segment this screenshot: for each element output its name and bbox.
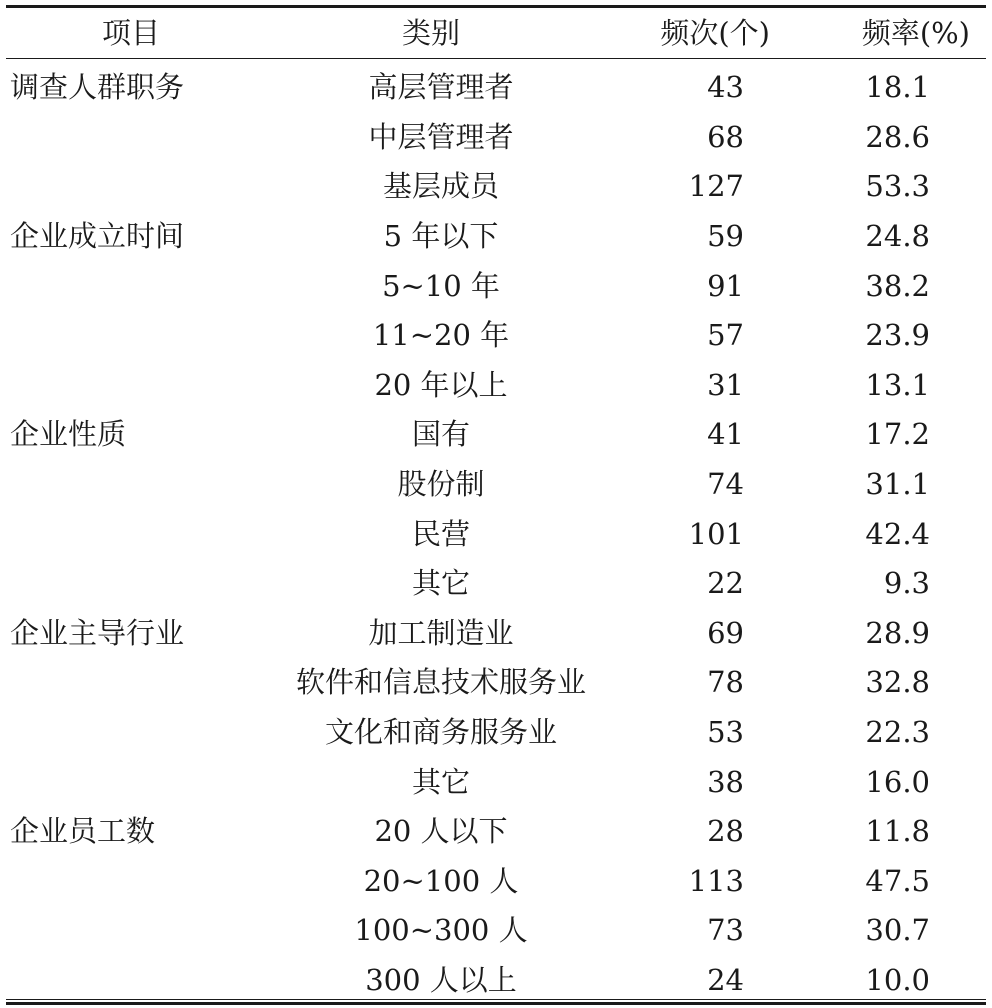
table-bottom-rule [6,999,986,1005]
category-cell: 基层成员 [382,169,499,204]
rate-cell: 53.3 [865,169,930,204]
table-row [6,212,986,262]
category-cell: 股份制 [397,467,485,502]
table-row [6,757,986,807]
rate-cell: 38.2 [865,268,930,303]
category-cell: 加工制造业 [368,615,514,650]
rate-cell: 24.8 [865,219,930,254]
frequency-cell: 74 [707,467,744,502]
frequency-cell: 28 [707,814,744,849]
rate-cell: 16.0 [865,764,930,799]
category-cell: 20~100 人 [363,863,519,898]
rate-cell: 10.0 [865,962,930,997]
rate-cell: 42.4 [865,516,930,551]
table-bottom-rule-thick [6,1002,986,1005]
frequency-cell: 113 [688,863,744,898]
category-cell: 20 人以下 [374,814,508,849]
table-row [6,361,986,411]
item-cell: 企业成立时间 [10,219,185,254]
table-row [6,410,986,460]
frequency-cell: 31 [707,367,744,402]
frequency-cell: 57 [707,318,744,353]
rate-cell: 23.9 [865,318,930,353]
table-header-row [6,8,986,58]
frequency-cell: 127 [688,169,744,204]
item-cell: 企业主导行业 [10,615,185,650]
frequency-cell: 43 [707,70,744,105]
header-category: 类别 [401,15,460,50]
rate-cell: 9.3 [883,566,930,601]
rate-cell: 22.3 [865,715,930,750]
rate-cell: 13.1 [865,367,930,402]
rate-cell: 17.2 [865,417,930,452]
table-row [6,311,986,361]
category-cell: 其它 [411,764,470,799]
header-frequency: 频次(个) [660,15,770,50]
statistics-table [6,5,986,1005]
category-cell: 中层管理者 [368,119,514,154]
frequency-cell: 22 [707,566,744,601]
header-item: 项目 [101,15,160,50]
frequency-cell: 73 [707,913,744,948]
item-cell: 企业性质 [10,417,127,452]
frequency-cell: 59 [707,219,744,254]
rate-cell: 18.1 [865,70,930,105]
table-row [6,261,986,311]
table-row [6,807,986,857]
table-row [6,460,986,510]
category-cell: 高层管理者 [368,70,514,105]
category-cell: 国有 [411,417,470,452]
category-cell: 民营 [411,516,470,551]
table-row [6,906,986,956]
rate-cell: 28.9 [865,615,930,650]
table-row [6,63,986,113]
category-cell: 软件和信息技术服务业 [295,665,586,700]
frequency-cell: 41 [707,417,744,452]
header-rate: 频率(%) [861,15,970,50]
frequency-cell: 101 [688,516,744,551]
item-cell: 调查人群职务 [10,70,185,105]
table-row [6,708,986,758]
category-cell: 5 年以下 [383,219,499,254]
category-cell: 100~300 人 [354,913,528,948]
frequency-cell: 53 [707,715,744,750]
table-row [6,956,986,1006]
table-body [6,59,986,1005]
category-cell: 文化和商务服务业 [324,715,557,750]
table-row [6,162,986,212]
category-cell: 20 年以上 [374,367,508,402]
frequency-cell: 68 [707,119,744,154]
table-row [6,658,986,708]
table-row [6,559,986,609]
rate-cell: 30.7 [865,913,930,948]
category-cell: 11~20 年 [372,318,510,353]
item-cell: 企业员工数 [10,814,156,849]
table-row [6,857,986,907]
rate-cell: 47.5 [865,863,930,898]
category-cell: 5~10 年 [382,268,500,303]
category-cell: 300 人以上 [365,962,517,997]
frequency-cell: 78 [707,665,744,700]
table-row [6,509,986,559]
rate-cell: 31.1 [865,467,930,502]
frequency-cell: 91 [707,268,744,303]
rate-cell: 32.8 [865,665,930,700]
frequency-cell: 69 [707,615,744,650]
frequency-cell: 38 [707,764,744,799]
category-cell: 其它 [411,566,470,601]
frequency-cell: 24 [707,962,744,997]
table-row [6,113,986,163]
rate-cell: 11.8 [865,814,930,849]
rate-cell: 28.6 [865,119,930,154]
table-row [6,609,986,659]
